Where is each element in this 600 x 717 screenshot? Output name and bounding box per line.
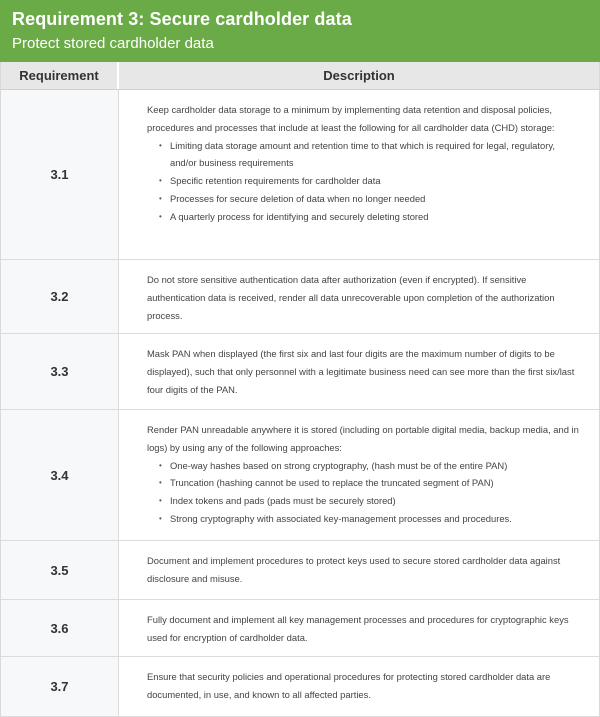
description-text: Document and implement procedures to protect keys used to secure stored cardholder data against disclosure and misuse. xyxy=(147,555,561,584)
requirement-description xyxy=(119,260,599,333)
bullet-list xyxy=(147,137,579,226)
bullet-item: • Processes for secure deletion of data when no longer needed xyxy=(159,190,579,208)
bullet-item: • Index tokens and pads (pads must be securely stored) xyxy=(159,492,579,510)
requirement-description xyxy=(119,541,599,599)
description-text: Mask PAN when displayed (the first six and last four digits are the maximum number of digits to be displayed), such that only personnel with a legitimate business need can see more than the first six/last four digits of the PAN. xyxy=(147,348,575,395)
banner-subtitle: Protect stored cardholder data xyxy=(12,35,214,52)
table-row xyxy=(1,657,599,717)
description-text: Ensure that security policies and operational procedures for protecting stored cardholder data are documented, in use, and known to all affected parties. xyxy=(147,671,551,700)
description-text: Fully document and implement all key management processes and procedures for cryptographic keys used for encryption of cardholder data. xyxy=(147,614,569,643)
table-row xyxy=(1,260,599,334)
requirement-id: 3.4 xyxy=(1,410,119,540)
requirement-id: 3.6 xyxy=(1,600,119,656)
bullet-item: • A quarterly process for identifying and securely deleting stored xyxy=(159,208,579,226)
table-row xyxy=(1,410,599,541)
requirement-description xyxy=(119,90,599,259)
requirement-description xyxy=(119,334,599,409)
table-header xyxy=(1,62,599,90)
table-row xyxy=(1,541,599,600)
table-row xyxy=(1,90,599,260)
table-row xyxy=(1,334,599,410)
requirement-id: 3.2 xyxy=(1,260,119,333)
requirement-description xyxy=(119,410,599,540)
bullet-item: • Strong cryptography with associated key-management processes and procedures. xyxy=(159,510,579,528)
requirement-description xyxy=(119,600,599,656)
description-text: Do not store sensitive authentication data after authorization (even if encrypted). If sensitive authentication data is received, render all data unrecoverable upon completion of the authorization process. xyxy=(147,274,555,321)
requirement-id: 3.7 xyxy=(1,657,119,716)
description-text: Keep cardholder data storage to a minimum by implementing data retention and disposal policies, procedures and processes that include at least the following for all cardholder data (CHD) storage: xyxy=(147,104,555,133)
bullet-item: • One-way hashes based on strong cryptography, (hash must be of the entire PAN) xyxy=(159,457,579,475)
requirement-banner xyxy=(0,0,600,62)
requirement-id: 3.3 xyxy=(1,334,119,409)
banner-title: Requirement 3: Secure cardholder data xyxy=(12,9,352,29)
requirement-id: 3.1 xyxy=(1,90,119,259)
column-header-requirement: Requirement xyxy=(1,62,119,89)
requirements-table xyxy=(0,62,600,717)
column-header-description: Description xyxy=(323,68,395,83)
bullet-list xyxy=(147,457,579,528)
requirement-id: 3.5 xyxy=(1,541,119,599)
bullet-item: • Truncation (hashing cannot be used to replace the truncated segment of PAN) xyxy=(159,474,579,492)
table-row xyxy=(1,600,599,657)
description-text: Render PAN unreadable anywhere it is stored (including on portable digital media, backup media, and in logs) by using any of the following approaches: xyxy=(147,424,579,453)
bullet-item: • Limiting data storage amount and retention time to that which is required for legal, regulatory, and/or business requirements xyxy=(159,137,579,173)
requirement-description xyxy=(119,657,599,716)
bullet-item: • Specific retention requirements for cardholder data xyxy=(159,172,579,190)
